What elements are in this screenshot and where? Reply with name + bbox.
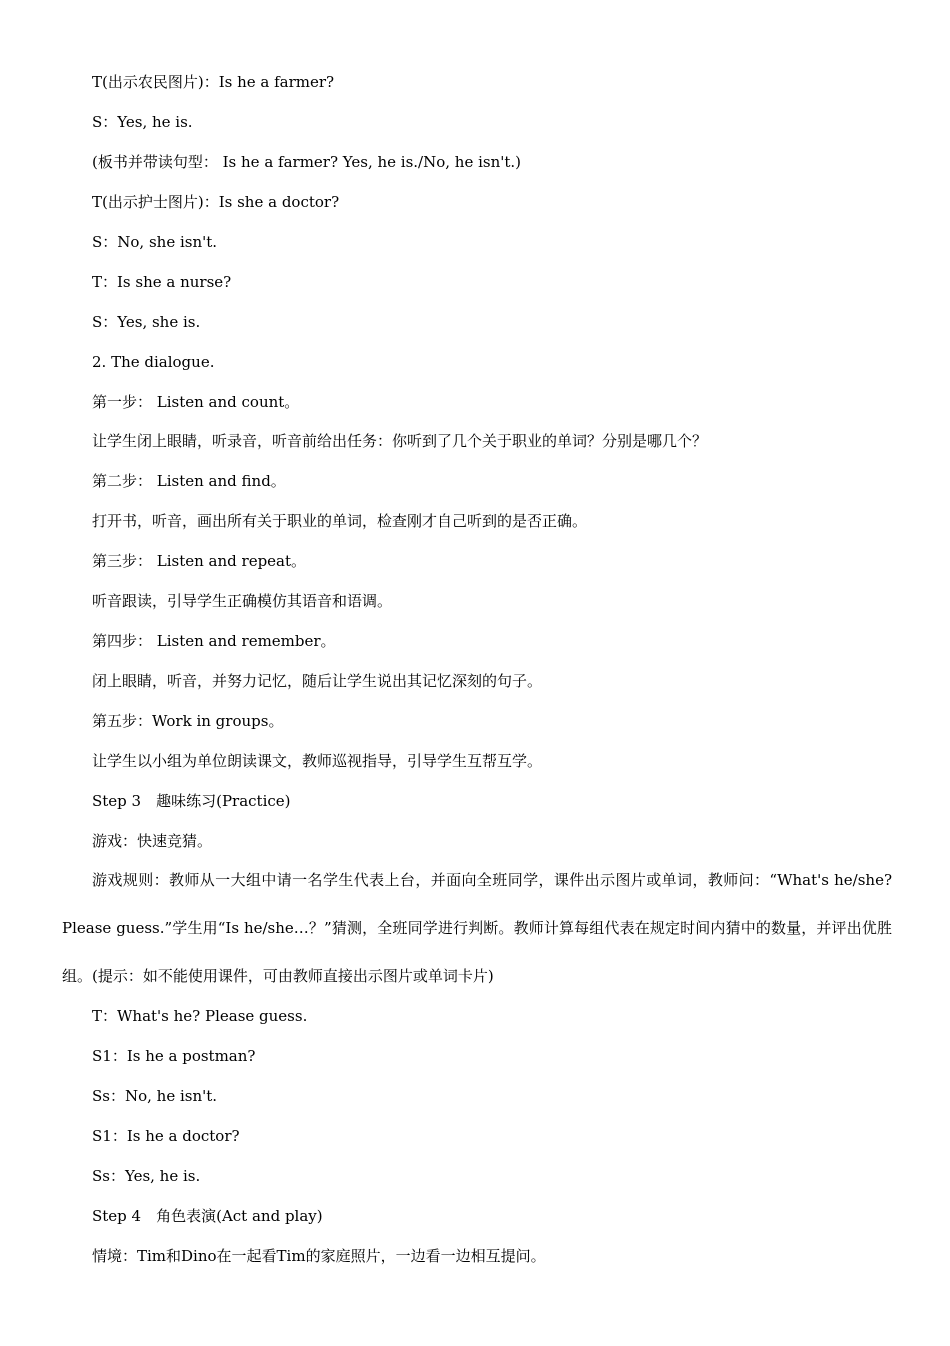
game-rules-paragraph: 游戏规则：教师从一大组中请一名学生代表上台，并面向全班同学，课件出示图片或单词，教师问：“What's he/she? Please guess.”学生用“Is he/she…？”猜测，全班同学进行判断。教师计算每组代表在规定时间内猜中的数量，并评出优胜组。(提示：如不能使用课件，可由教师直接出示图片或单词卡片) bbox=[62, 871, 892, 985]
text-line-8: 2. The dialogue. bbox=[92, 353, 215, 371]
text-line-10: 让学生闭上眼睛，听录音，听音前给出任务：你听到了几个关于职业的单词？分别是哪几个？ bbox=[92, 432, 708, 450]
text-line-7: S：Yes, she is. bbox=[92, 313, 201, 331]
scenario-line: 情境：Tim和Dino在一起看Tim的家庭照片，一边看一边相互提问。 bbox=[92, 1247, 546, 1265]
text-line-18: 让学生以小组为单位朗读课文，教师巡视指导，引导学生互帮互学。 bbox=[92, 752, 543, 770]
text-line-11: 第二步： Listen and find。 bbox=[92, 472, 286, 490]
text-line-6: T：Is she a nurse? bbox=[92, 273, 232, 291]
step-3-heading: Step 3 趣味练习(Practice) bbox=[92, 792, 291, 810]
text-line-14: 听音跟读，引导学生正确模仿其语音和语调。 bbox=[92, 592, 393, 610]
dialogue-line-5: Ss：Yes, he is. bbox=[92, 1167, 201, 1185]
text-line-4: T(出示护士图片)：Is she a doctor? bbox=[92, 193, 340, 211]
text-line-2: S：Yes, he is. bbox=[92, 113, 193, 131]
dialogue-line-4: S1：Is he a doctor? bbox=[92, 1127, 240, 1145]
text-line-17: 第五步：Work in groups。 bbox=[92, 712, 284, 730]
dialogue-line-2: S1：Is he a postman? bbox=[92, 1047, 256, 1065]
text-line-9: 第一步： Listen and count。 bbox=[92, 393, 300, 411]
text-line-3: (板书并带读句型： Is he a farmer? Yes, he is./No, he isn't.) bbox=[92, 153, 522, 171]
dialogue-line-1: T：What's he? Please guess. bbox=[92, 1007, 308, 1025]
text-line-12: 打开书，听音，画出所有关于职业的单词，检查刚才自己听到的是否正确。 bbox=[92, 512, 588, 530]
dialogue-line-3: Ss：No, he isn't. bbox=[92, 1087, 218, 1105]
text-line-15: 第四步： Listen and remember。 bbox=[92, 632, 336, 650]
text-line-13: 第三步： Listen and repeat。 bbox=[92, 552, 307, 570]
text-line-20: 游戏：快速竞猜。 bbox=[92, 832, 213, 850]
text-line-5: S：No, she isn't. bbox=[92, 233, 218, 251]
step-4-heading: Step 4 角色表演(Act and play) bbox=[92, 1207, 323, 1225]
text-line-1: T(出示农民图片)：Is he a farmer? bbox=[92, 73, 335, 91]
text-line-16: 闭上眼睛，听音，并努力记忆，随后让学生说出其记忆深刻的句子。 bbox=[92, 672, 543, 690]
